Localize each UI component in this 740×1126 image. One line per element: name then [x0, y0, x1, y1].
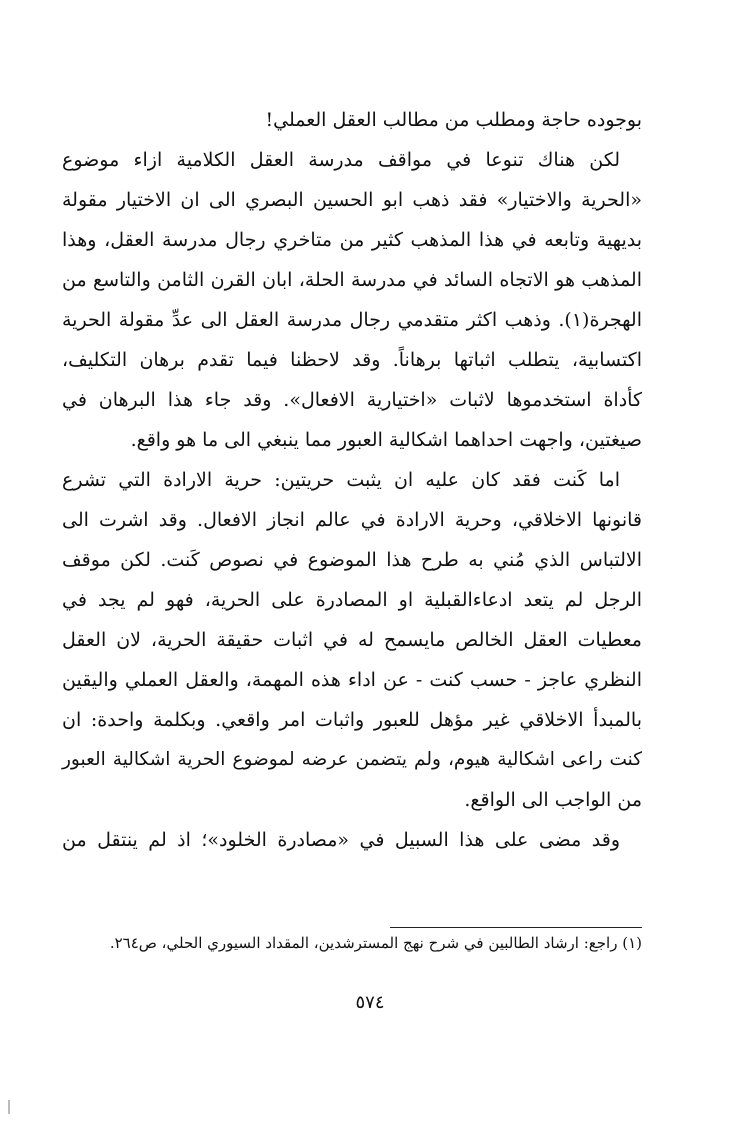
body-text: [62, 100, 642, 860]
text-line: «الحرية والاختيار» فقد ذهب ابو الحسين البصري الى ان الاختيار مقولة: [62, 189, 642, 211]
text-line: صيغتين، واجهت احداهما اشكالية العبور مما ينبغي الى ما هو واقع.: [130, 429, 642, 451]
text-line: كنت راعى اشكالية هيوم، ولم يتضمن عرضه لموضوع الحرية اشكالية العبور: [62, 749, 642, 770]
text-line: المذهب هو الاتجاه السائد في مدرسة الحلة، ابان القرن الثامن والتاسع من: [62, 269, 642, 291]
text-line: لكن هناك تنوعا في مواقف مدرسة العقل الكلامية ازاء موضوع: [62, 149, 620, 171]
text-line: اكتسابية، يتطلب اثباتها برهاناً. وقد لاحظنا فيما تقدم برهان التكليف،: [62, 349, 642, 371]
page-number: ٥٧٤: [355, 992, 385, 1013]
text-line: بالمبدأ الاخلاقي غير مؤهل للعبور واثبات امر واقعي. وبكلمة واحدة: ان: [62, 709, 642, 731]
text-line: قانونها الاخلاقي، وحرية الارادة في عالم انجاز الافعال. وقد اشرت الى: [62, 509, 642, 531]
text-line: الرجل لم يتعد ادعاءالقبلية او المصادرة على الحرية، فهو لم يجد في: [62, 589, 642, 611]
text-line: معطيات العقل الخالص مايسمح له في اثبات حقيقة الحرية، لان العقل: [62, 629, 642, 651]
text-line: من الواجب الى الواقع.: [464, 789, 642, 811]
text-line: اما كَنت فقد كان عليه ان يثبت حريتين: حرية الارادة التي تشرع: [62, 469, 620, 491]
text-line: الهجرة(١). وذهب اكثر متقدمي رجال مدرسة العقل الى عدِّ مقولة الحرية: [62, 309, 642, 331]
footnote: (١) راجع: ارشاد الطالبين في شرح نهج المسترشدين، المقداد السيوري الحلي، ص٢٦٤.: [109, 934, 642, 952]
text-line: الالتباس الذي مُني به طرح هذا الموضوع في نصوص كَنت. لكن موقف: [62, 549, 642, 571]
scan-edge-mark: [8, 1100, 10, 1114]
text-line: بديهية وتابعه في هذا المذهب كثير من متاخري رجال مدرسة العقل، وهذا: [62, 229, 642, 251]
text-line: بوجوده حاجة ومطلب من مطالب العقل العملي!: [265, 109, 642, 131]
text-line: كأداة استخدموها لاثبات «اختيارية الافعال». وقد جاء هذا البرهان في: [62, 389, 642, 411]
footnote-separator: [390, 927, 642, 928]
text-line: وقد مضى على هذا السبيل في «مصادرة الخلود»؛ اذ لم ينتقل من: [62, 829, 620, 851]
text-line: النظري عاجز - حسب كنت - عن اداء هذه المهمة، والعقل العملي واليقين: [62, 669, 642, 691]
